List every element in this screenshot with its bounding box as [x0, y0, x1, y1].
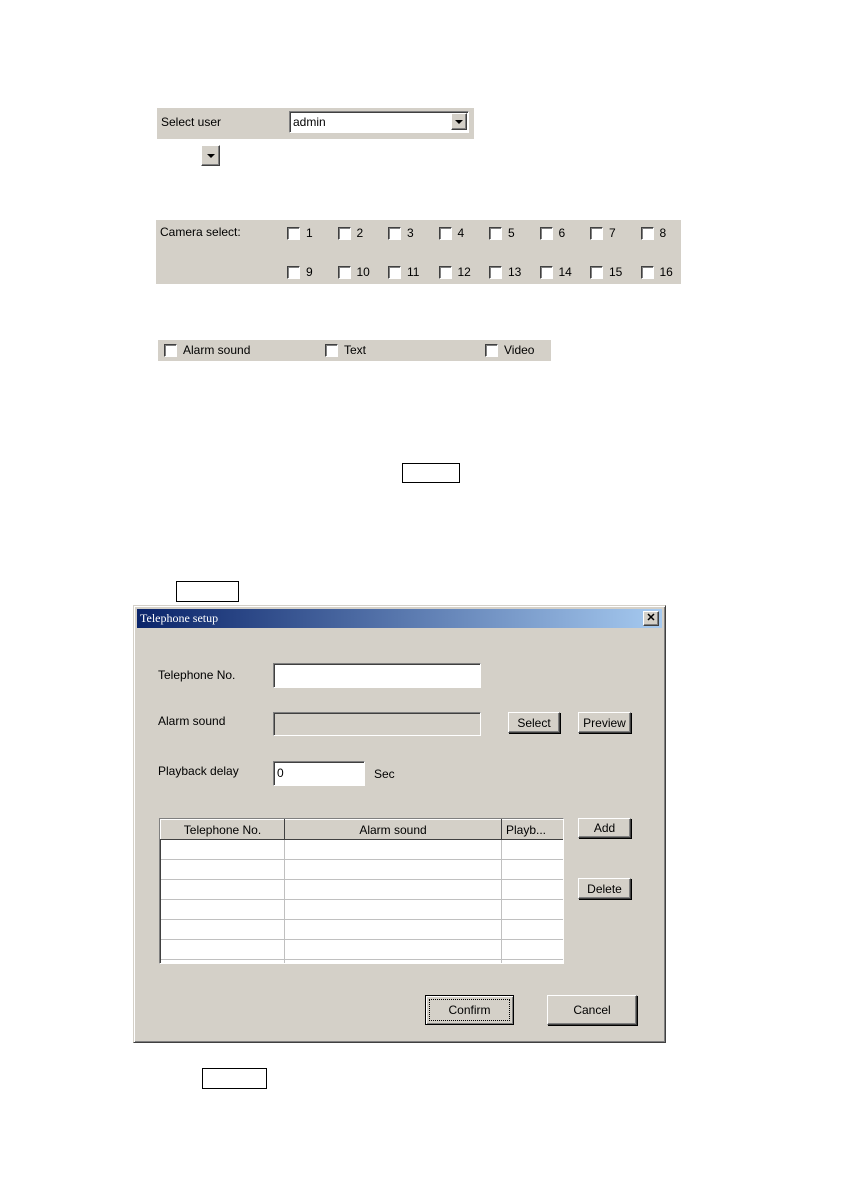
select-user-panel [157, 108, 474, 139]
chevron-down-icon [455, 120, 463, 124]
preview-button[interactable]: Preview [578, 712, 631, 733]
table-cell [161, 840, 285, 860]
table-cell [285, 940, 502, 960]
table-cell [161, 940, 285, 960]
checkbox-box[interactable] [287, 266, 300, 279]
alarm-sound-input [273, 712, 481, 736]
camera-number-label: 6 [558, 226, 566, 240]
checkbox-box[interactable] [325, 344, 338, 357]
table-row[interactable] [161, 860, 564, 880]
table-cell [285, 960, 502, 965]
telephone-setup-dialog [133, 605, 666, 1043]
checkbox-box[interactable] [439, 227, 452, 240]
select-user-label: Select user [161, 115, 222, 129]
camera-number-label: 7 [609, 226, 616, 240]
table-cell [285, 860, 502, 880]
close-icon: ✕ [646, 612, 656, 624]
checkbox-box[interactable] [338, 227, 351, 240]
checkbox-box[interactable] [540, 266, 553, 279]
checkbox-box[interactable] [485, 344, 498, 357]
select-user-dropdown[interactable] [289, 111, 469, 133]
checkbox-box[interactable] [590, 227, 603, 240]
checkbox-box[interactable] [641, 227, 654, 240]
camera-checkbox-15[interactable] [590, 265, 622, 279]
add-button[interactable]: Add [578, 818, 631, 838]
table-row[interactable] [161, 840, 564, 860]
outlined-button-placeholder [176, 581, 239, 602]
table-cell [161, 900, 285, 920]
camera-number-label: 4 [457, 226, 465, 240]
cancel-button[interactable]: Cancel [547, 995, 637, 1025]
table-cell [161, 960, 285, 965]
table-cell [285, 920, 502, 940]
camera-number-label: 10 [356, 265, 370, 279]
video-label: Video [504, 343, 535, 357]
checkbox-box[interactable] [540, 227, 553, 240]
column-header-telephone[interactable]: Telephone No. [161, 820, 285, 840]
column-header-playback[interactable]: Playb... [502, 820, 564, 840]
dialog-title-bar [137, 609, 662, 628]
camera-checkbox-1[interactable] [287, 226, 313, 240]
camera-checkbox-12[interactable] [439, 265, 471, 279]
camera-number-label: 11 [407, 265, 420, 279]
delete-button[interactable]: Delete [578, 878, 631, 899]
camera-checkbox-4[interactable] [439, 226, 465, 240]
checkbox-box[interactable] [489, 227, 502, 240]
telephone-list-grid [160, 819, 564, 964]
checkbox-box[interactable] [388, 227, 401, 240]
camera-checkbox-6[interactable] [540, 226, 566, 240]
camera-checkbox-2[interactable] [338, 226, 364, 240]
camera-number-label: 3 [407, 226, 414, 240]
camera-checkbox-8[interactable] [641, 226, 667, 240]
checkbox-box[interactable] [388, 266, 401, 279]
table-cell [285, 900, 502, 920]
table-row[interactable] [161, 940, 564, 960]
camera-number-label: 8 [659, 226, 667, 240]
table-cell [161, 880, 285, 900]
table-cell [502, 940, 564, 960]
checkbox-box[interactable] [338, 266, 351, 279]
camera-number-label: 1 [306, 226, 313, 240]
playback-delay-value: 0 [277, 766, 284, 780]
camera-select-label: Camera select: [160, 225, 241, 239]
camera-number-label: 13 [508, 265, 522, 279]
alarm-sound-label: Alarm sound [183, 343, 251, 357]
camera-number-label: 14 [558, 265, 572, 279]
text-checkbox[interactable] [325, 343, 366, 357]
camera-number-label: 5 [508, 226, 515, 240]
camera-checkbox-5[interactable] [489, 226, 515, 240]
table-cell [285, 840, 502, 860]
chevron-down-icon [207, 154, 215, 158]
camera-number-label: 12 [457, 265, 471, 279]
camera-number-label: 16 [659, 265, 673, 279]
camera-select-panel [156, 220, 681, 284]
video-checkbox[interactable] [485, 343, 534, 357]
table-cell [502, 840, 564, 860]
column-header-alarm-sound[interactable]: Alarm sound [285, 820, 502, 840]
telephone-input[interactable] [273, 663, 481, 688]
table-cell [161, 860, 285, 880]
camera-number-label: 15 [609, 265, 623, 279]
close-button[interactable] [643, 611, 659, 626]
table-cell [502, 900, 564, 920]
camera-checkbox-14[interactable] [540, 265, 572, 279]
telephone-list-body [161, 840, 564, 965]
select-button[interactable]: Select [508, 712, 560, 733]
table-cell [502, 920, 564, 940]
select-user-dropdown-button[interactable] [451, 113, 467, 130]
table-row[interactable] [161, 900, 564, 920]
table-row[interactable] [161, 920, 564, 940]
playback-delay-input[interactable] [273, 761, 365, 786]
outlined-button-placeholder [202, 1068, 267, 1089]
camera-checkbox-16[interactable] [641, 265, 673, 279]
table-row[interactable] [161, 960, 564, 965]
camera-checkbox-13[interactable] [489, 265, 521, 279]
table-cell [285, 880, 502, 900]
alarm-sound-field-label: Alarm sound [158, 714, 226, 728]
checkbox-box[interactable] [164, 344, 177, 357]
select-user-value: admin [293, 115, 326, 129]
confirm-button[interactable]: Confirm [425, 995, 514, 1025]
dialog-title: Telephone setup [140, 611, 219, 625]
table-row[interactable] [161, 880, 564, 900]
dropdown-arrow-button [201, 145, 220, 166]
table-cell [502, 960, 564, 965]
camera-number-label: 9 [306, 265, 313, 279]
checkbox-box[interactable] [287, 227, 300, 240]
camera-number-label: 2 [356, 226, 364, 240]
camera-checkbox-7[interactable] [590, 226, 616, 240]
outlined-button-placeholder [402, 463, 460, 483]
checkbox-box[interactable] [489, 266, 502, 279]
camera-checkbox-3[interactable] [388, 226, 414, 240]
telephone-list-table[interactable] [159, 818, 564, 964]
checkbox-box[interactable] [641, 266, 654, 279]
table-cell [502, 860, 564, 880]
camera-checkbox-11[interactable] [388, 265, 419, 279]
text-label: Text [344, 343, 367, 357]
table-cell [161, 920, 285, 940]
checkbox-box[interactable] [590, 266, 603, 279]
playback-delay-unit: Sec [374, 767, 395, 781]
alarm-sound-checkbox[interactable] [164, 343, 250, 357]
alarm-options-panel [158, 340, 551, 361]
table-cell [502, 880, 564, 900]
checkbox-box[interactable] [439, 266, 452, 279]
camera-checkbox-10[interactable] [338, 265, 370, 279]
playback-delay-label: Playback delay [158, 764, 239, 778]
camera-checkbox-9[interactable] [287, 265, 313, 279]
telephone-label: Telephone No. [158, 668, 236, 682]
